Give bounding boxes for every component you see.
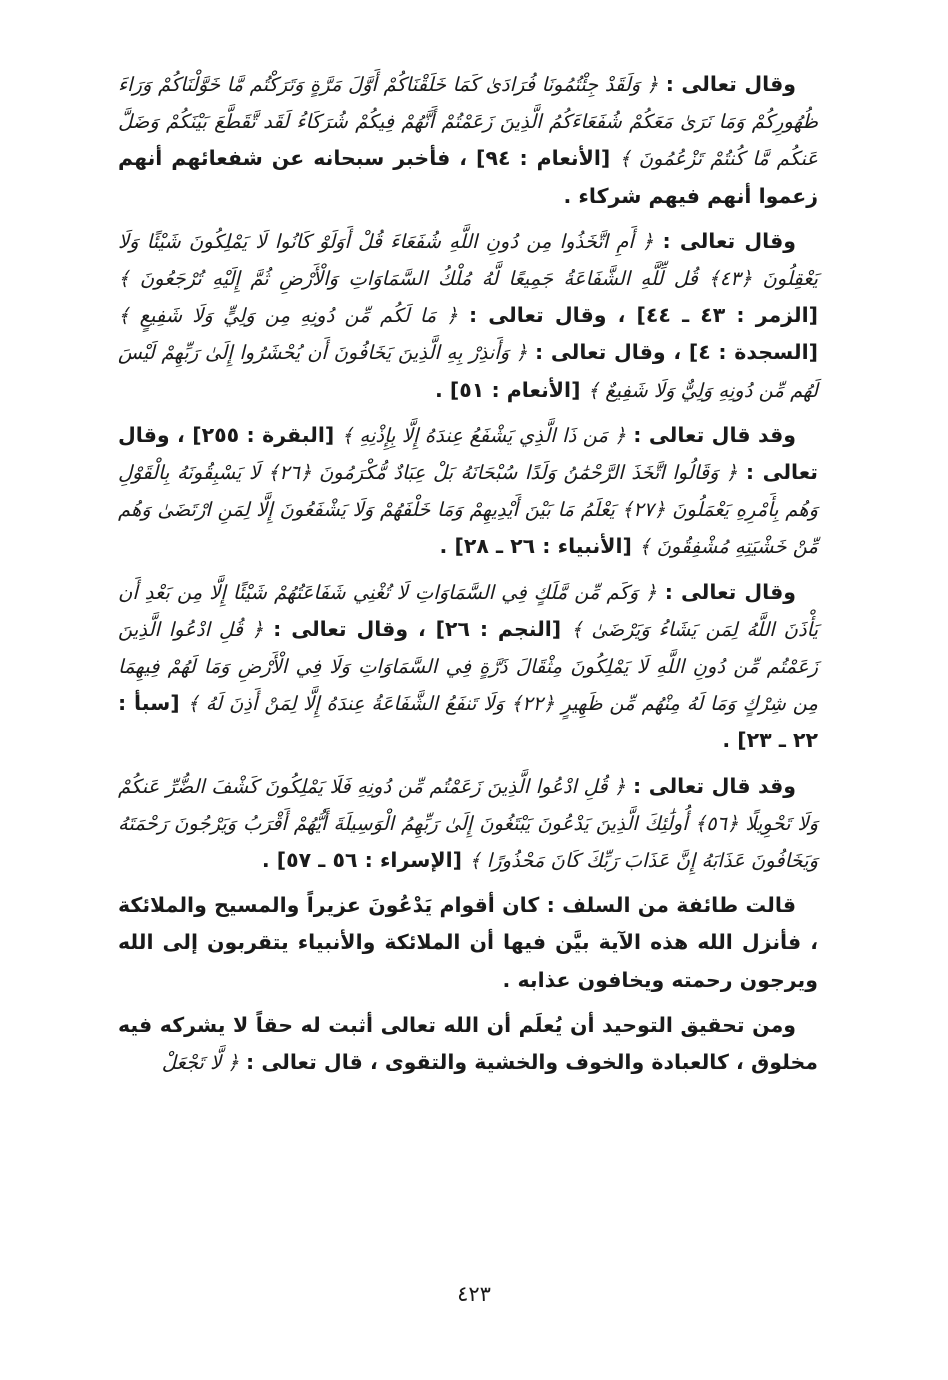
body-text: [السجدة : ٤] ، وقال تعالى : (527, 340, 818, 365)
quran-quote: ﴿ أَمِ اتَّخَذُوا مِن دُونِ اللَّهِ شُفَعَاءَ قُلْ أَوَلَوْ كَانُوا لَا يَمْلِكُونَ شَيْئًا وَلَا يَعْقِلُونَ ﴿٤٣﴾ قُل لِّلَّهِ الشَّفَاعَةُ جَمِيعًا لَّهُ مُلْكُ السَّمَاوَاتِ وَالْأَرْضِ ثُمَّ إِلَيْهِ تُرْجَعُونَ ﴾ (118, 229, 818, 291)
body-text: [الأنعام : ٩٤] ، فأخبر سبحانه عن شفعائهم أنهم زعموا أنهم فيهم شركاء . (118, 146, 818, 208)
body-text: [الأنبياء : ٢٦ ـ ٢٨] . (439, 534, 640, 559)
paragraph (118, 1007, 818, 1081)
page-text (118, 66, 818, 1316)
paragraph (118, 768, 818, 880)
body-text: ومن تحقيق التوحيد أن يُعلَم أن الله تعالى أثبت له حقاً لا يشركه فيه مخلوق ، كالعبادة والخوف والخشية والتقوى ، قال تعالى : (118, 1012, 818, 1075)
paragraph (118, 887, 818, 999)
quran-quote: ﴿ قُلِ ادْعُوا الَّذِينَ زَعَمْتُم مِّن دُونِ اللَّهِ لَا يَمْلِكُونَ مِثْقَالَ ذَرَّةٍ فِي السَّمَاوَاتِ وَلَا فِي الْأَرْضِ وَمَا لَهُمْ فِيهِمَا مِن شِرْكٍ وَمَا لَهُ مِنْهُم مِّن ظَهِيرٍ ﴿٢٢﴾ وَلَا تَنفَعُ الشَّفَاعَةُ عِندَهُ إِلَّا لِمَنْ أَذِنَ لَهُ ﴾ (118, 617, 818, 716)
paragraph (118, 66, 818, 215)
body-text: [البقرة : ٢٥٥] ، وقال تعالى : (118, 422, 818, 485)
body-text: وقال تعالى : (658, 72, 796, 96)
body-text: وقال تعالى : (656, 579, 796, 604)
quran-quote: ﴿ وَكَم مِّن مَّلَكٍ فِي السَّمَاوَاتِ لَا تُغْنِي شَفَاعَتُهُمْ شَيْئًا إِلَّا مِن بَعْدِ أَن يَأْذَنَ اللَّهُ لِمَن يَشَاءُ وَيَرْضَىٰ ﴾ (118, 580, 818, 641)
body-text: وقد قال تعالى : (625, 422, 796, 447)
quran-quote: ﴿ قُلِ ادْعُوا الَّذِينَ زَعَمْتُم مِّن دُونِهِ فَلَا يَمْلِكُونَ كَشْفَ الضُّرِّ عَنكُمْ وَلَا تَحْوِيلًا ﴿٥٦﴾ أُولَٰئِكَ الَّذِينَ يَدْعُونَ يَبْتَغُونَ إِلَىٰ رَبِّهِمُ الْوَسِيلَةَ أَيُّهُمْ أَقْرَبُ وَيَرْجُونَ رَحْمَتَهُ وَيَخَافُونَ عَذَابَهُ إِنَّ عَذَابَ رَبِّكَ كَانَ مَحْذُورًا ﴾ (118, 774, 818, 873)
quran-quote: ﴿ مَا لَكُم مِّن دُونِهِ مِن وَلِيٍّ وَلَا شَفِيعٍ ﴾ (118, 304, 458, 328)
quran-quote: ﴿ مَن ذَا الَّذِي يَشْفَعُ عِندَهُ إِلَّا بِإِذْنِهِ ﴾ (341, 423, 626, 447)
body-text: وقد قال تعالى : (625, 773, 796, 798)
quran-quote: ﴿ لَّا تَجْعَلْ (161, 1051, 239, 1075)
body-text: [الزمر : ٤٣ ـ ٤٤] ، وقال تعالى : (457, 303, 819, 328)
body-text: وقال تعالى : (653, 228, 796, 253)
quran-quote: ﴿ وَلَقَدْ جِئْتُمُونَا فُرَادَىٰ كَمَا خَلَقْنَاكُمْ أَوَّلَ مَرَّةٍ وَتَرَكْتُم مَّا خَوَّلْنَاكُمْ وَرَاءَ ظُهُورِكُمْ وَمَا نَرَىٰ مَعَكُمْ شُفَعَاءَكُمُ الَّذِينَ زَعَمْتُمْ أَنَّهُمْ فِيكُمْ شُرَكَاءُ لَقَد تَّقَطَّعَ بَيْنَكُمْ وَضَلَّ عَنكُم مَّا كُنتُمْ تَزْعُمُونَ ﴾ (118, 73, 818, 171)
quran-quote: ﴿ وَقَالُوا اتَّخَذَ الرَّحْمَٰنُ وَلَدًا سُبْحَانَهُ بَلْ عِبَادٌ مُّكْرَمُونَ ﴿٢٦﴾ لَا يَسْبِقُونَهُ بِالْقَوْلِ وَهُم بِأَمْرِهِ يَعْمَلُونَ ﴿٢٧﴾ يَعْلَمُ مَا بَيْنَ أَيْدِيهِمْ وَمَا خَلْفَهُمْ وَلَا يَشْفَعُونَ إِلَّا لِمَنِ ارْتَضَىٰ وَهُم مِّنْ خَشْيَتِهِ مُشْفِقُونَ ﴾ (118, 461, 818, 559)
paragraph (118, 574, 818, 760)
body-text: [سبأ : ٢٢ ـ ٢٣] . (118, 691, 818, 753)
body-text: قالت طائفة من السلف : كان أقوام يَدْعُونَ عزيراً والمسيح والملائكة ، فأنزل الله هذه الآية بيَّن فيها أن الملائكة والأنبياء يتقربون إلى الله ويرجون رحمته ويخافون عذابه . (118, 893, 818, 992)
body-text: [الإسراء : ٥٦ ـ ٥٧] . (261, 848, 470, 873)
paragraph (118, 417, 818, 566)
quran-quote: ﴿ وَأَنذِرْ بِهِ الَّذِينَ يَخَافُونَ أَن يُحْشَرُوا إِلَىٰ رَبِّهِمْ لَيْسَ لَهُم مِّن دُونِهِ وَلِيٌّ وَلَا شَفِيعٌ ﴾ (118, 341, 818, 402)
body-text: [الأنعام : ٥١] . (434, 377, 588, 402)
page-number: ٤٢٣ (457, 1282, 491, 1306)
paragraph (118, 223, 818, 409)
body-text: [النجم : ٢٦] ، وقال تعالى : (263, 616, 572, 641)
